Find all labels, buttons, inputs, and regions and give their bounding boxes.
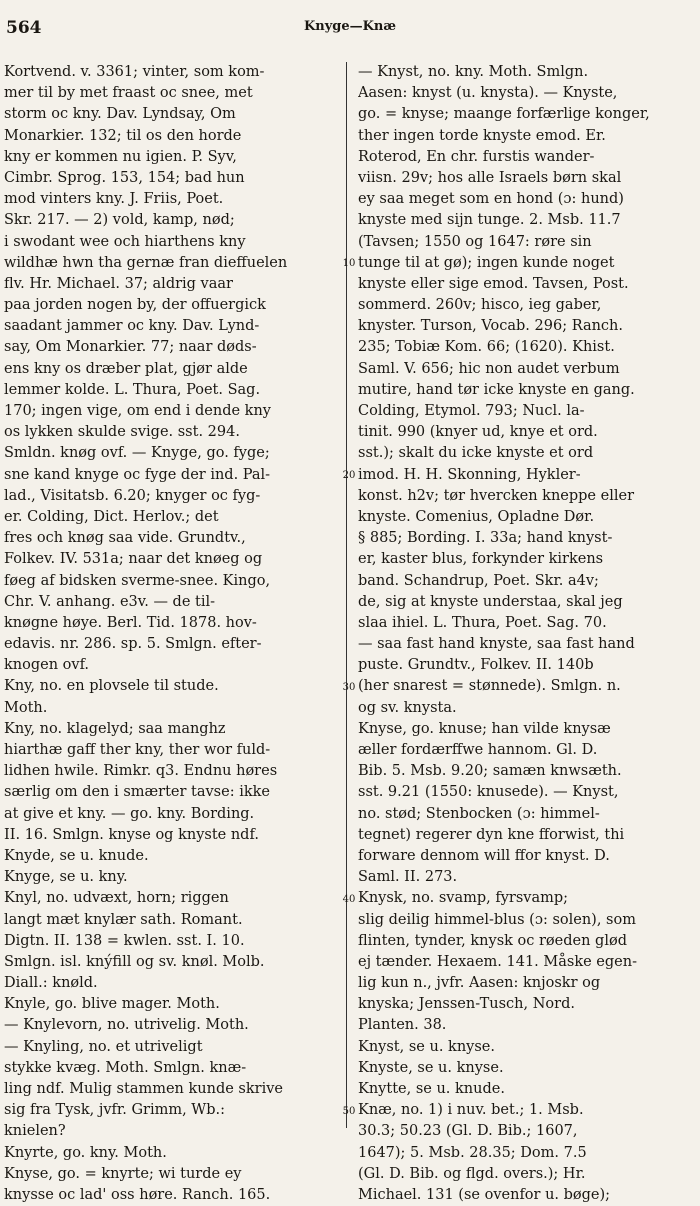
text-line: de, sig at knyste understaa, skal jeg	[358, 593, 623, 610]
line-marker: 10	[342, 257, 356, 269]
text-line: Smldn. knøg ovf. — Knyge, go. fyge;	[4, 445, 270, 462]
text-line: Kortvend. v. 3361; vinter, som kom-	[4, 64, 265, 80]
text-line: II. 16. Smlgn. knyse og knyste ndf.	[4, 826, 259, 843]
text-line: sne kand knyge oc fyge der ind. Pal-	[4, 466, 271, 483]
text-line: slaa ihiel. L. Thura, Poet. Sag. 70.	[358, 614, 607, 631]
text-line: ej tænder. Hexaem. 141. Måske egen-	[358, 953, 637, 970]
text-line: mutire, hand tør icke knyste en gang.	[358, 381, 635, 398]
text-line: viisn. 29v; hos alle Israels børn skal	[358, 169, 622, 186]
text-line: 235; Tobiæ Kom. 66; (1620). Khist.	[358, 339, 615, 356]
text-line: sst. 9.21 (1550: knusede). — Knyst,	[358, 784, 619, 801]
text-line: tegnet) regerer dyn kne fforwist, thi	[358, 826, 625, 843]
text-line: wildhæ hwn tha gernæ fran dieffuelen	[4, 254, 288, 271]
text-line: knyska; Jenssen-Tusch, Nord.	[358, 996, 575, 1013]
text-line: knielen?	[4, 1123, 66, 1140]
column-rule	[346, 62, 347, 1128]
text-line: langt mæt knylær sath. Romant.	[4, 911, 243, 928]
text-line: Chr. V. anhang. e3v. — de til-	[4, 593, 216, 610]
text-line: ens kny os dræber plat, gjør alde	[4, 360, 248, 377]
page-header	[0, 18, 700, 40]
text-line: Knyse, go. knuse; han vilde knysæ	[358, 720, 611, 737]
text-line: mer til by met fraast oc snee, met	[4, 85, 253, 102]
text-line: Michael. 131 (se ovenfor u. bøge);	[358, 1186, 611, 1203]
text-line: Saml. V. 656; hic non audet verbum	[358, 360, 620, 377]
text-line: Roterod, En chr. furstis wander-	[358, 148, 595, 165]
text-line: storm oc kny. Dav. Lyndsay, Om	[4, 106, 236, 123]
text-line: stykke kvæg. Moth. Smlgn. knæ-	[4, 1059, 247, 1076]
text-line: og sv. knysta.	[358, 699, 457, 716]
text-line: Moth.	[4, 699, 48, 716]
text-line: Folkev. IV. 531a; naar det knøeg og	[4, 551, 263, 568]
text-line: Monarkier. 132; til os den horde	[4, 127, 242, 144]
text-line: Knytte, se u. knude.	[358, 1081, 505, 1097]
text-line: Knyl, no. udvæxt, horn; riggen	[4, 890, 229, 907]
text-line: æller fordærffwe hannom. Gl. D.	[358, 742, 598, 758]
page-number: 564	[6, 18, 42, 38]
text-line: say, Om Monarkier. 77; naar døds-	[4, 339, 257, 356]
text-line: knøgne høye. Berl. Tid. 1878. hov-	[4, 614, 257, 631]
text-line: i swodant wee och hiarthens kny	[4, 233, 246, 250]
text-line: os lykken skulde svige. sst. 294.	[4, 424, 240, 441]
text-line: tinit. 990 (knyer ud, knye et ord.	[358, 424, 598, 441]
text-line: Knyste, se u. knyse.	[358, 1059, 504, 1076]
text-line: Colding, Etymol. 793; Nucl. la-	[358, 403, 585, 419]
text-line: Bib. 5. Msb. 9.20; samæn knwsæth.	[358, 763, 622, 780]
line-marker: 50	[342, 1105, 356, 1117]
text-line: lidhen hwile. Rimkr. q3. Endnu høres	[4, 763, 278, 780]
text-line: paa jorden nogen by, der offuergick	[4, 297, 266, 314]
text-line: lad., Visitatsb. 6.20; knyger oc fyg-	[4, 487, 261, 504]
text-line: 1647); 5. Msb. 28.35; Dom. 7.5	[358, 1144, 587, 1161]
text-line: ey saa meget som en hond (ɔ: hund)	[358, 191, 624, 208]
text-line: hiarthæ gaff ther kny, ther wor fuld-	[4, 742, 271, 758]
text-line: tunge til at gø); ingen kunde noget	[358, 254, 615, 271]
text-line: er. Colding, Dict. Herlov.; det	[4, 508, 219, 525]
left-column	[4, 62, 340, 1206]
text-line: (her snarest = stønnede). Smlgn. n.	[358, 678, 621, 695]
text-line: at give et kny. — go. kny. Bording.	[4, 805, 255, 822]
text-line: — Knyst, no. kny. Moth. Smlgn.	[358, 64, 589, 80]
text-line: flinten, tynder, knysk oc røeden glød	[358, 932, 627, 949]
text-line: slig deilig himmel-blus (ɔ: solen), som	[358, 911, 636, 928]
text-line: puste. Grundtv., Folkev. II. 140b	[358, 657, 594, 674]
text-line: Knyrte, go. kny. Moth.	[4, 1144, 167, 1161]
text-line: Diall.: knøld.	[4, 975, 98, 992]
text-line: — Knyling, no. et utriveligt	[4, 1038, 203, 1055]
line-marker: 40	[342, 893, 356, 905]
text-line: Knyde, se u. knude.	[4, 847, 149, 864]
text-line: særlig om den i smærter tavse: ikke	[4, 784, 270, 801]
text-line: saadant jammer oc kny. Dav. Lynd-	[4, 318, 260, 335]
text-line: Skr. 217. — 2) vold, kamp, nød;	[4, 212, 235, 229]
text-line: fres och knøg saa vide. Grundtv.,	[4, 530, 246, 547]
text-line: Kny, no. klagelyd; saa manghz	[4, 720, 226, 737]
text-line: Knyst, se u. knyse.	[358, 1038, 495, 1055]
text-line: forware dennom will ffor knyst. D.	[358, 847, 610, 864]
text-line: Aasen: knyst (u. knysta). — Knyste,	[358, 85, 618, 102]
line-marker: 20	[342, 469, 356, 481]
text-line: lig kun n., jvfr. Aasen: knjoskr og	[358, 975, 601, 992]
text-line: band. Schandrup, Poet. Skr. a4v;	[358, 572, 599, 589]
text-line: lemmer kolde. L. Thura, Poet. Sag.	[4, 381, 261, 398]
text-line: sig fra Tysk, jvfr. Grimm, Wb.:	[4, 1102, 225, 1119]
text-line: go. = knyse; maange forfærlige konger,	[358, 106, 650, 123]
text-line: knyster. Turson, Vocab. 296; Ranch.	[358, 318, 624, 335]
text-line: Knæ, no. 1) i nuv. bet.; 1. Msb.	[358, 1102, 584, 1119]
text-line: sst.); skalt du icke knyste et ord	[358, 445, 594, 462]
text-line: edavis. nr. 286. sp. 5. Smlgn. efter-	[4, 636, 262, 653]
text-line: Saml. II. 273.	[358, 869, 458, 886]
text-line: ther ingen torde knyste emod. Er.	[358, 127, 606, 144]
text-line: Knyge, se u. kny.	[4, 869, 128, 886]
text-line: Knysk, no. svamp, fyrsvamp;	[358, 890, 569, 907]
text-line: knyste. Comenius, Opladne Dør.	[358, 508, 595, 525]
text-line: (Tavsen; 1550 og 1647: røre sin	[358, 233, 592, 250]
text-line: føeg af bidsken sverme-snee. Kingo,	[4, 572, 271, 589]
text-line: flv. Hr. Michael. 37; aldrig vaar	[4, 275, 233, 292]
text-line: no. stød; Stenbocken (ɔ: himmel-	[358, 805, 600, 822]
text-line: Knyle, go. blive mager. Moth.	[4, 996, 220, 1013]
text-line: Knyse, go. = knyrte; wi turde ey	[4, 1165, 242, 1182]
text-line: knyste eller sige emod. Tavsen, Post.	[358, 275, 629, 292]
text-line: knysse oc lad' oss høre. Ranch. 165.	[4, 1186, 271, 1203]
text-line: (Gl. D. Bib. og flgd. overs.); Hr.	[358, 1165, 586, 1182]
text-line: mod vinters kny. J. Friis, Poet.	[4, 191, 224, 208]
text-line: ling ndf. Mulig stammen kunde skrive	[4, 1081, 283, 1097]
text-line: 170; ingen vige, om end i dende kny	[4, 403, 272, 419]
line-marker: 30	[342, 681, 356, 693]
text-line: konst. h2v; tør hvercken kneppe eller	[358, 487, 634, 504]
text-line: Planten. 38.	[358, 1017, 447, 1034]
text-line: knyste med sijn tunge. 2. Msb. 11.7	[358, 212, 621, 229]
text-line: — Knylevorn, no. utrivelig. Moth.	[4, 1017, 249, 1034]
text-line: Kny, no. en plovsele til stude.	[4, 678, 219, 695]
text-line: § 885; Bording. I. 33a; hand knyst-	[358, 530, 613, 547]
text-line: sommerd. 260v; hisco, ieg gaber,	[358, 297, 602, 314]
text-line: 30.3; 50.23 (Gl. D. Bib.; 1607,	[358, 1123, 578, 1140]
text-line: Smlgn. isl. knýfill og sv. knøl. Molb.	[4, 953, 265, 970]
text-line: Digtn. II. 138 = kwlen. sst. I. 10.	[4, 932, 245, 949]
right-column	[358, 62, 694, 1206]
text-line: knogen ovf.	[4, 657, 90, 674]
text-line: kny er kommen nu igien. P. Syv,	[4, 148, 237, 165]
text-line: imod. H. H. Skonning, Hykler-	[358, 466, 581, 483]
text-line: Cimbr. Sprog. 153, 154; bad hun	[4, 169, 245, 186]
running-head: Knyge—Knæ	[303, 19, 397, 34]
text-line: er, kaster blus, forkynder kirkens	[358, 551, 604, 568]
text-line: — saa fast hand knyste, saa fast hand	[358, 636, 635, 653]
